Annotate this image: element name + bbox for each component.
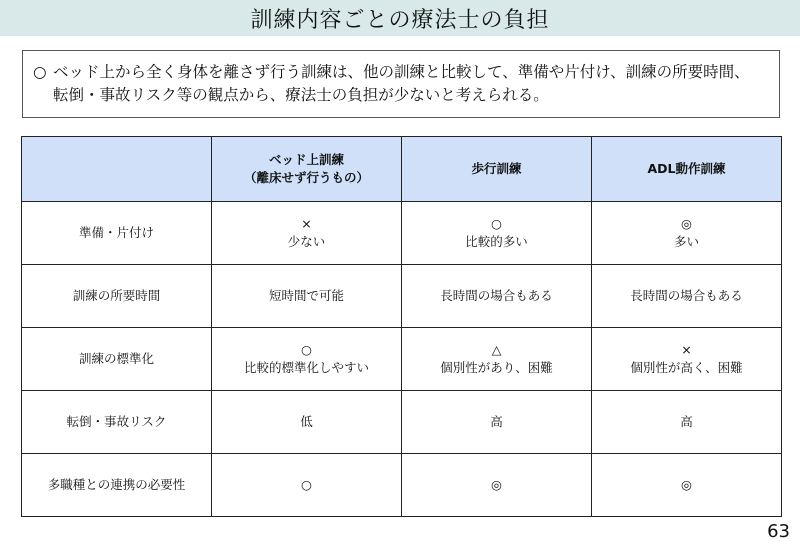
table-cell — [212, 391, 402, 454]
cell-symbol: ○ — [301, 342, 312, 357]
header-bed-training-line2: （離床せず行うもの） — [243, 170, 369, 185]
cell-text: 多い — [673, 234, 699, 249]
table-header-row — [22, 137, 782, 202]
table-row — [22, 202, 782, 265]
summary-bullet: ○ — [33, 63, 47, 81]
table-row — [22, 454, 782, 517]
page-title: 訓練内容ごとの療法士の負担 — [250, 7, 550, 33]
table-cell — [402, 265, 592, 328]
table-cell — [402, 202, 592, 265]
table-cell — [592, 202, 782, 265]
table-cell — [402, 391, 592, 454]
cell-symbol: △ — [491, 342, 502, 357]
cell-text: ◎ — [681, 477, 692, 492]
comparison-table — [21, 136, 782, 517]
header-bed-training — [212, 137, 402, 202]
table-cell — [212, 328, 402, 391]
cell-text: 長時間の場合もある — [630, 288, 743, 303]
row-label: 転倒・事故リスク — [22, 391, 212, 454]
table-row — [22, 391, 782, 454]
header-corner — [22, 137, 212, 202]
cell-symbol: ◎ — [681, 216, 692, 231]
cell-text: 長時間の場合もある — [440, 288, 553, 303]
table-cell — [592, 328, 782, 391]
header-walking-training: 歩行訓練 — [402, 137, 592, 202]
cell-text: ◎ — [491, 477, 502, 492]
cell-text: 高 — [680, 414, 693, 429]
cell-text: 低 — [300, 414, 313, 429]
table-row — [22, 328, 782, 391]
summary-text: ベッド上から全く身体を離さず行う訓練は、他の訓練と比較して、準備や片付け、訓練の所要時間、転倒・事故リスク等の観点から、療法士の負担が少ないと考えられる。 — [53, 63, 750, 104]
cell-text: 個別性があり、困難 — [440, 360, 553, 375]
cell-symbol: × — [681, 342, 692, 357]
table-cell — [592, 454, 782, 517]
row-label: 訓練の標準化 — [22, 328, 212, 391]
cell-symbol: × — [301, 216, 312, 231]
table-cell — [402, 328, 592, 391]
cell-text: 比較的多い — [465, 234, 528, 249]
table-row — [22, 265, 782, 328]
header-bed-training-line1: ベッド上訓練 — [268, 152, 344, 167]
cell-text: 少ない — [287, 234, 326, 249]
title-bar — [0, 0, 800, 36]
table-cell — [592, 391, 782, 454]
table-cell — [212, 202, 402, 265]
table-cell — [212, 454, 402, 517]
cell-text: 高 — [490, 414, 503, 429]
cell-text: 短時間で可能 — [268, 288, 344, 303]
page-number: 63 — [767, 521, 790, 542]
cell-symbol: ○ — [491, 216, 502, 231]
row-label: 多職種との連携の必要性 — [22, 454, 212, 517]
summary-box — [22, 50, 780, 118]
cell-text: 比較的標準化しやすい — [243, 360, 369, 375]
table-cell — [212, 265, 402, 328]
cell-text: 個別性が高く、困難 — [630, 360, 743, 375]
cell-text: ○ — [301, 477, 312, 492]
table-cell — [592, 265, 782, 328]
row-label: 訓練の所要時間 — [22, 265, 212, 328]
row-label: 準備・片付け — [22, 202, 212, 265]
header-adl-training: ADL動作訓練 — [592, 137, 782, 202]
table-cell — [402, 454, 592, 517]
